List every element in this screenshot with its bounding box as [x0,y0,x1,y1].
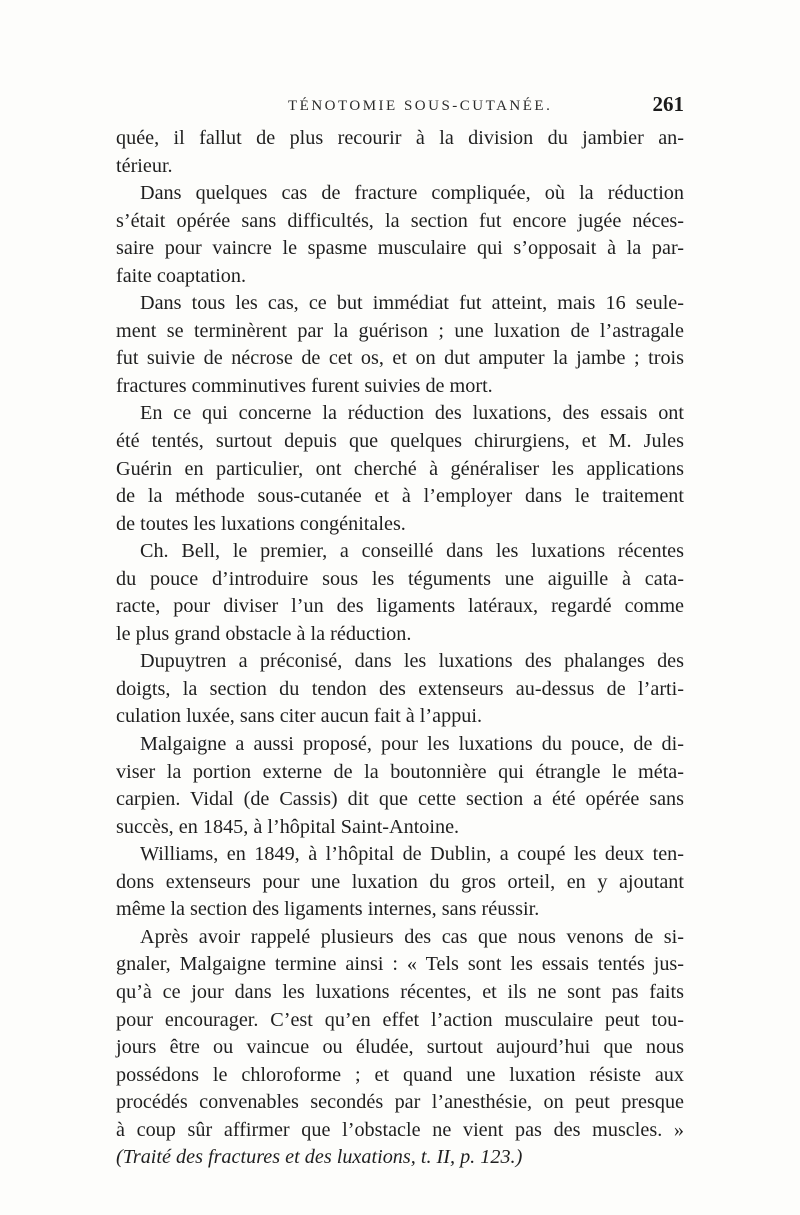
text-line: fractures comminutives furent suivies de mort. [116,374,493,397]
text-line: En ce qui concerne la réduction des luxations, des essais ont [140,402,684,425]
text-line: possédons le chloroforme ; et quand une luxation résiste aux [116,1063,684,1086]
text-line: Malgaigne a aussi proposé, pour les luxations du pouce, de di- [140,733,684,756]
page-header [116,92,684,122]
citation-line: (Traité des fractures et des luxations, t. II, p. 123.) [116,1146,523,1169]
text-line: Guérin en particulier, ont cherché à généraliser les applications [116,457,684,480]
text-line: dons extenseurs pour une luxation du gros orteil, en y ajoutant [116,870,684,893]
text-line: succès, en 1845, à l’hôpital Saint-Antoine. [116,815,460,838]
text-line: jours être ou vaincue ou éludée, surtout aujourd’hui que nous [116,1036,684,1059]
text-line: Dans tous les cas, ce but immédiat fut atteint, mais 16 seule- [140,292,684,315]
text-line: quée, il fallut de plus recourir à la division du jambier an- [116,127,684,149]
text-line: doigts, la section du tendon des extenseurs au-dessus de l’arti- [116,677,684,700]
text-line: culation luxée, sans citer aucun fait à l’appui. [116,705,483,728]
text-line: pour encourager. C’est qu’en effet l’action musculaire peut tou- [116,1008,684,1031]
text-line: racte, pour diviser l’un des ligaments latéraux, regardé comme [116,595,684,618]
text-line: Après avoir rappelé plusieurs des cas que nous venons de si- [140,925,684,948]
text-line: saire pour vaincre le spasme musculaire qui s’opposait à la par- [116,237,684,260]
text-line: gnaler, Malgaigne termine ainsi : « Tels sont les essais tentés jus- [116,953,684,976]
text-line: Dans quelques cas de fracture compliquée, où la réduction [140,182,684,205]
text-line: à coup sûr affirmer que l’obstacle ne vient pas des muscles. » [116,1118,684,1141]
text-line: ment se terminèrent par la guérison ; une luxation de l’astragale [116,319,684,342]
text-line: même la section des ligaments internes, sans réussir. [116,898,540,921]
text-line: térieur. [116,154,173,177]
text-line: de la méthode sous-cutanée et à l’employer dans le traitement [116,485,684,508]
body-text [116,125,684,1172]
running-title: TÉNOTOMIE SOUS-CUTANÉE. [288,98,553,114]
text-line: carpien. Vidal (de Cassis) dit que cette section a été opérée sans [116,788,684,811]
text-line: Dupuytren a préconisé, dans les luxations des phalanges des [140,650,684,673]
page-number: 261 [652,92,684,116]
text-line: du pouce d’introduire sous les téguments une aiguille à cata- [116,567,684,590]
text-line: qu’à ce jour dans les luxations récentes, et ils ne sont pas faits [116,980,684,1003]
text-line: faite coaptation. [116,264,247,287]
text-line: procédés convenables secondés par l’anesthésie, on peut presque [116,1091,684,1114]
text-line: de toutes les luxations congénitales. [116,512,406,535]
text-line: le plus grand obstacle à la réduction. [116,622,412,645]
text-line: fut suivie de nécrose de cet os, et on dut amputer la jambe ; trois [116,347,684,370]
text-line: Williams, en 1849, à l’hôpital de Dublin, a coupé les deux ten- [140,843,684,866]
text-line: Ch. Bell, le premier, a conseillé dans les luxations récentes [140,540,684,563]
text-line: viser la portion externe de la boutonnière qui étrangle le méta- [116,760,684,783]
text-line: s’était opérée sans difficultés, la section fut encore jugée néces- [116,209,684,232]
text-line: été tentés, surtout depuis que quelques chirurgiens, et M. Jules [116,430,684,453]
